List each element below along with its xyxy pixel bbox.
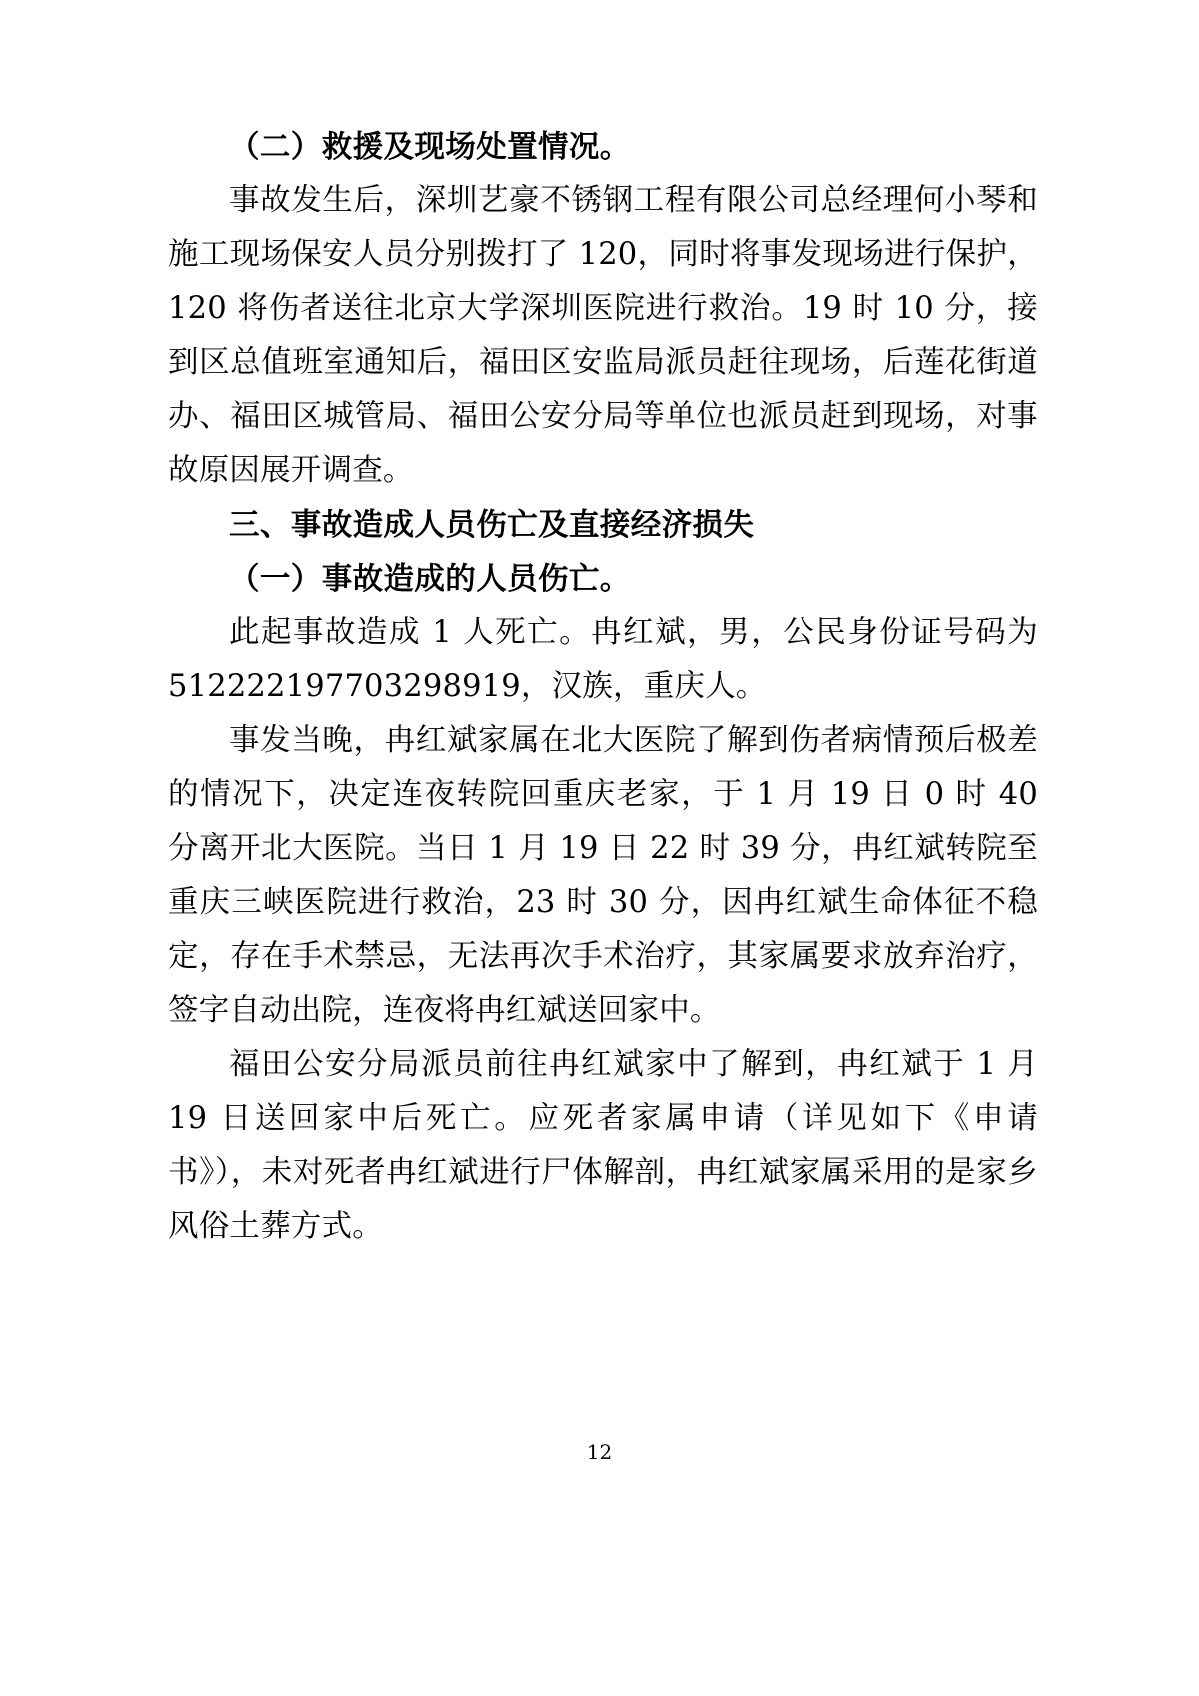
paragraph-rescue-details: 事故发生后，深圳艺豪不锈钢工程有限公司总经理何小琴和施工现场保安人员分别拨打了 120，同时将事发现场进行保护，120 将伤者送往北京大学深圳医院进行救治。19 时 10 分，接到区总值班室通知后，福田区安监局派员赶往现场，后莲花街道办、福田区城管局、福田公安分局等单位也派员赶到现场，对事故原因展开调查。 bbox=[168, 183, 1038, 488]
paragraph-victim-identity: 此起事故造成 1 人死亡。冉红斌，男，公民身份证号码为 512222197703298919，汉族，重庆人。 bbox=[168, 615, 1038, 704]
document-body bbox=[168, 120, 1038, 1254]
page-number: 12 bbox=[586, 1440, 613, 1464]
section-heading-casualties-losses: 三、事故造成人员伤亡及直接经济损失 bbox=[229, 507, 755, 543]
paragraph-transfer-treatment: 事发当晚，冉红斌家属在北大医院了解到伤者病情预后极差的情况下，决定连夜转院回重庆老家，于 1 月 19 日 0 时 40 分离开北大医院。当日 1 月 19 日 22 时 39 分，冉红斌转院至重庆三峡医院进行救治，23 时 30 分，因冉红斌生命体征不稳定，存在手术禁忌，无法再次手术治疗，其家属要求放弃治疗，签字自动出院，连夜将冉红斌送回家中。 bbox=[168, 723, 1038, 1028]
section-heading-rescue: （二）救援及现场处置情况。 bbox=[229, 129, 631, 165]
paragraph-police-investigation: 福田公安分局派员前往冉红斌家中了解到，冉红斌于 1 月 19 日送回家中后死亡。应死者家属申请（详见如下《申请书》），未对死者冉红斌进行尸体解剖，冉红斌家属采用的是家乡风俗土葬方式。 bbox=[168, 1047, 1038, 1244]
section-heading-casualties: （一）事故造成的人员伤亡。 bbox=[229, 561, 631, 597]
